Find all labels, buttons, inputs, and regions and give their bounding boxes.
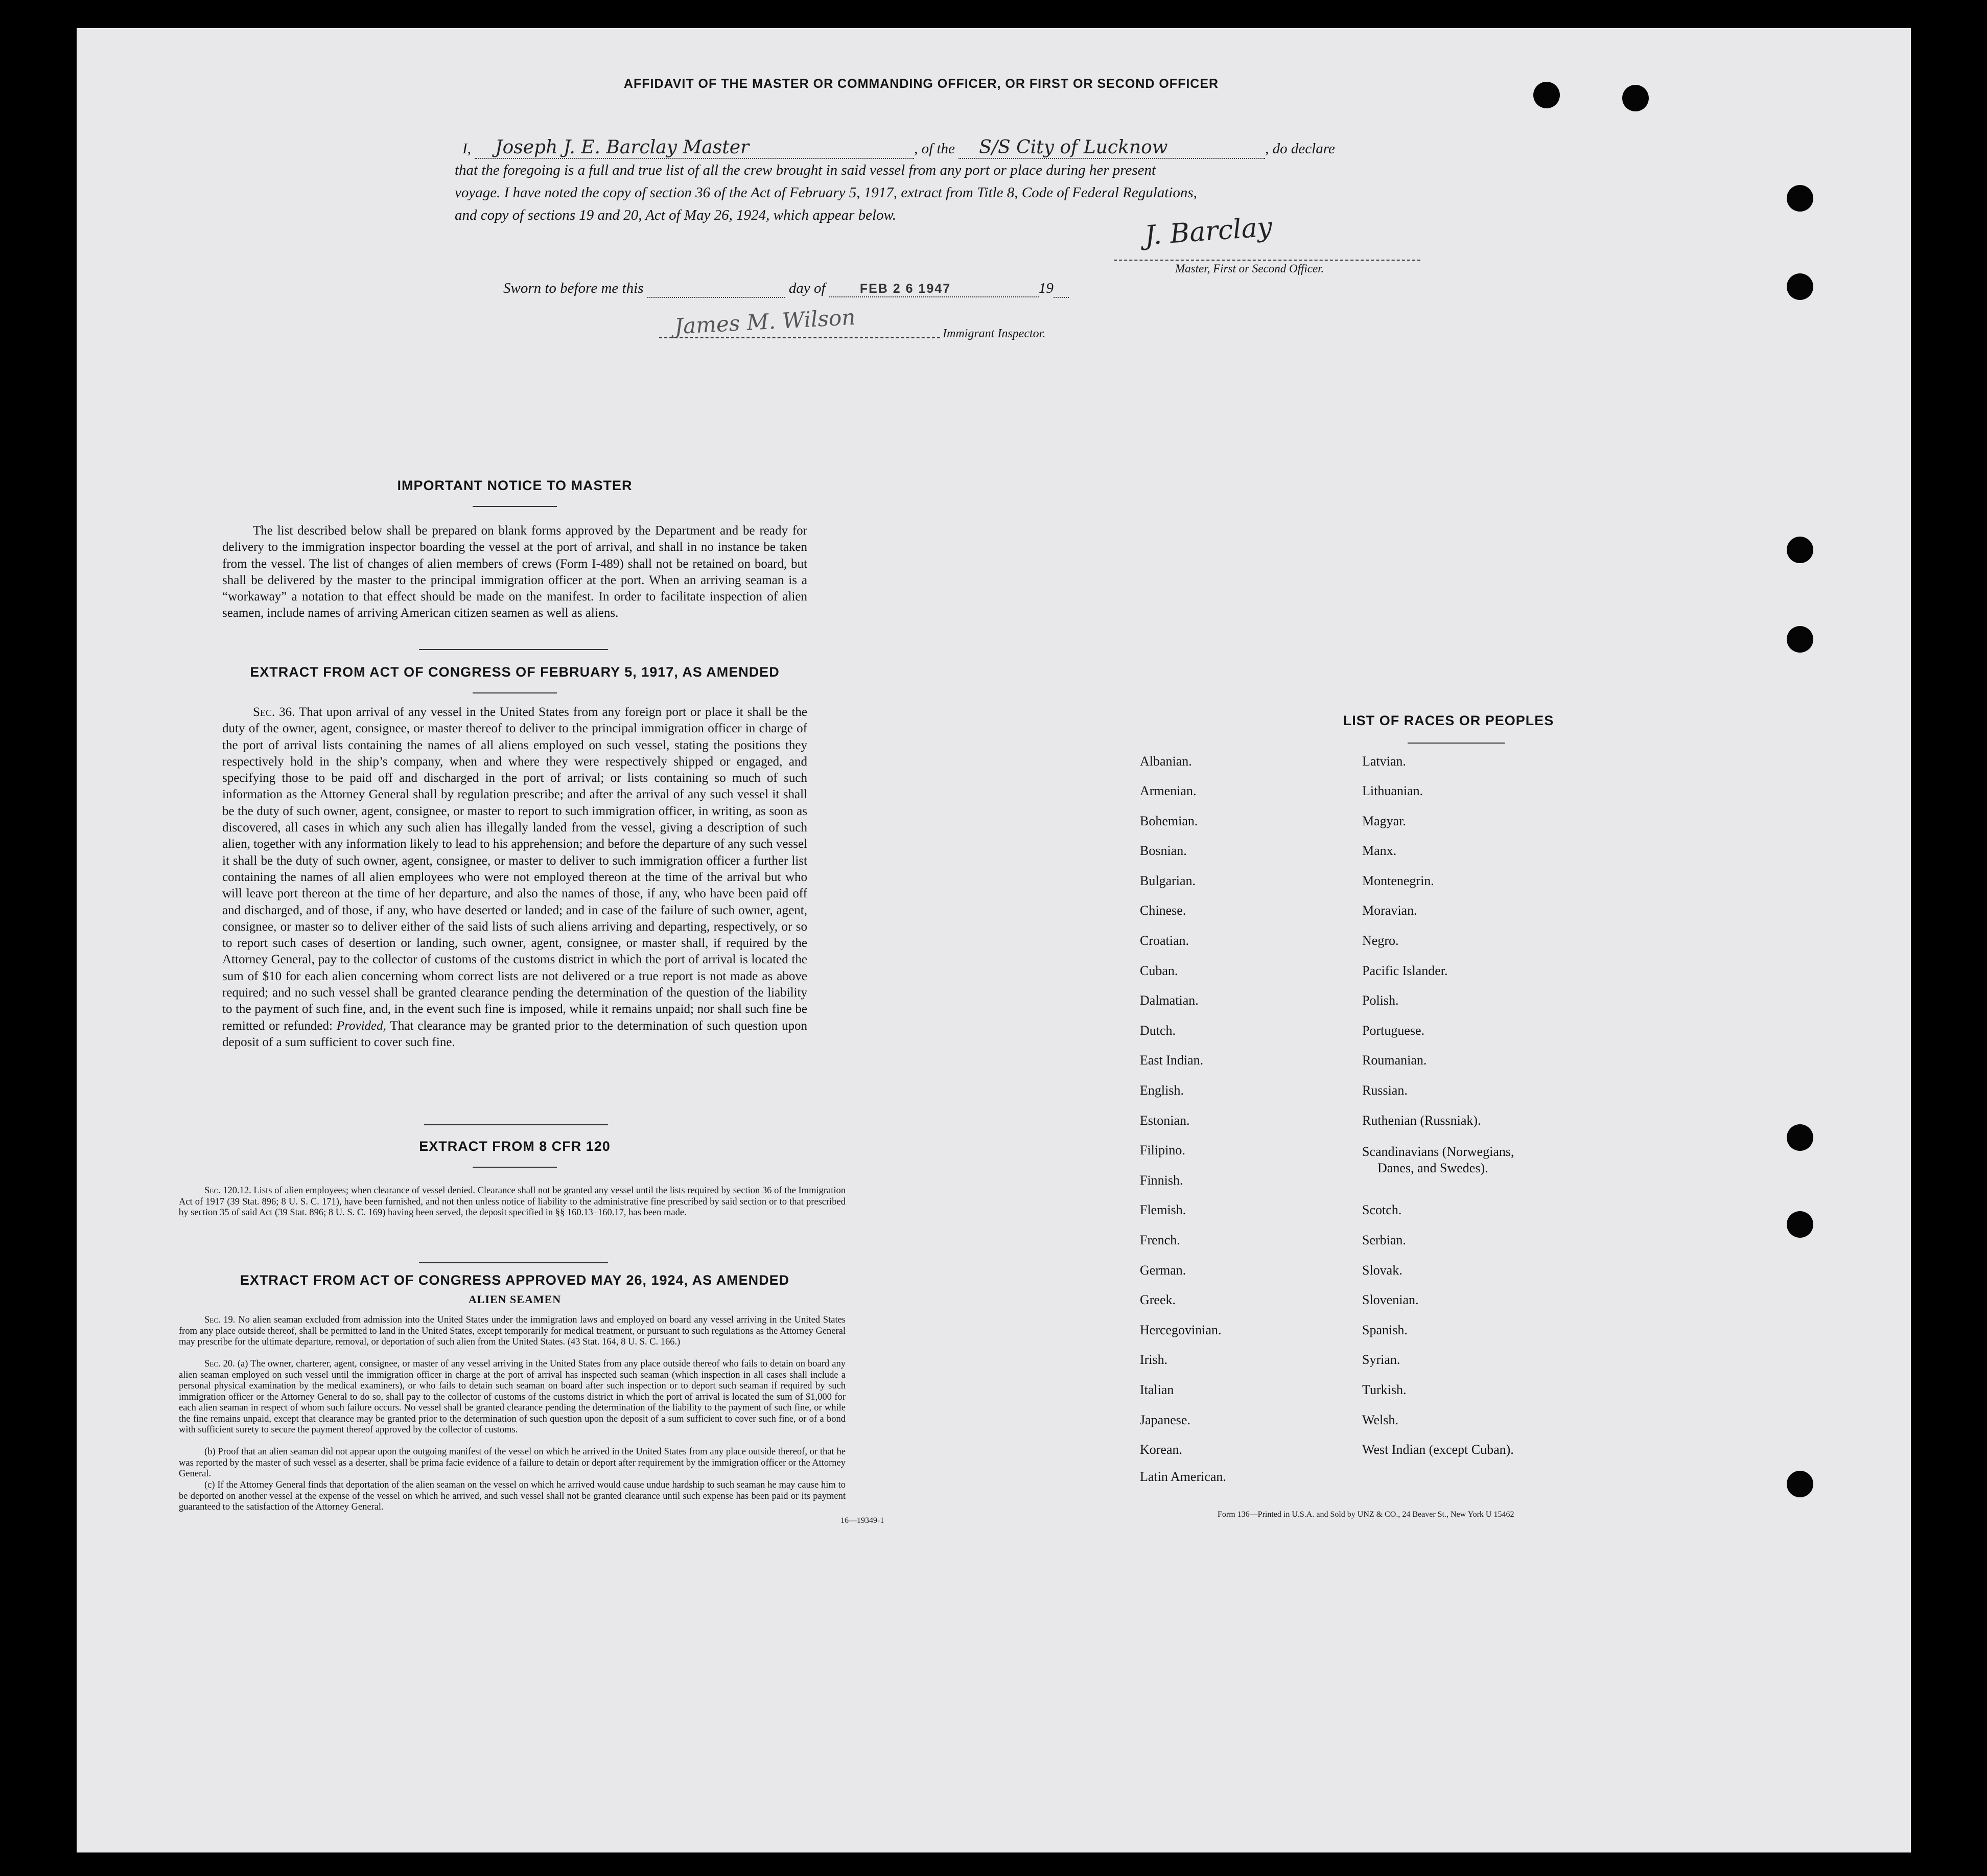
- race-item: Moravian.: [1362, 903, 1417, 918]
- extract-1917-heading: EXTRACT FROM ACT OF CONGRESS OF FEBRUARY 5, 1917, AS AMENDED: [250, 664, 780, 680]
- signature-line: [1114, 260, 1420, 261]
- race-item: Italian: [1140, 1382, 1174, 1397]
- race-item: Finnish.: [1140, 1173, 1183, 1188]
- race-item: Korean.: [1140, 1442, 1183, 1457]
- race-item: Dutch.: [1140, 1023, 1176, 1038]
- i-label: I,: [462, 141, 471, 157]
- divider-1: [419, 649, 608, 650]
- race-item: Slovenian.: [1362, 1292, 1419, 1307]
- race-item: Serbian.: [1362, 1233, 1406, 1247]
- sec-20-label: Sec. 20.: [204, 1359, 235, 1369]
- signature-caption: Master, First or Second Officer.: [1175, 262, 1324, 275]
- binder-hole: [1787, 626, 1813, 653]
- sworn-day-field: [647, 280, 785, 298]
- sec-20a-body: (a) The owner, charterer, agent, consignee, or master of any vessel arriving in the United States from any place outside thereof who fails to detain on board any alien seaman employed on such vessel until the immigration officer in charge at the port of arrival has inspected such seaman (which inspection in all cases shall include a personal physical examination by the medical examiners), or who fails to detain such seaman on board after such inspection or to deport such seaman if required by such immigration officer or the Attorney General to do so, shall pay to the collector of customs of the customs district in which the port of arrival is located the sum of $1,000 for each alien seaman in respect of whom such failure occurs. No vessel shall be granted clearance pending the determination of the liability to the payment of such fine, or while the fine remains unpaid, except that clearance may be granted prior to the determination of such question upon the deposit of a sum sufficient to cover such fine, or of a bond with sufficient surety to secure the payment thereof approved by the collector of customs.: [179, 1359, 846, 1435]
- race-item: Turkish.: [1362, 1382, 1407, 1397]
- cfr-underline: [473, 1167, 557, 1168]
- race-item: Lithuanian.: [1362, 783, 1423, 798]
- race-item: West Indian (except Cuban).: [1362, 1442, 1514, 1457]
- race-item: Russian.: [1362, 1083, 1408, 1098]
- race-item: Latin American.: [1140, 1469, 1226, 1484]
- inspector-caption: Immigrant Inspector.: [943, 327, 1046, 340]
- sworn-line: [503, 280, 1219, 298]
- race-item: Hercegovinian.: [1140, 1323, 1222, 1337]
- sec-20c-text: (c) If the Attorney General finds that deportation of the alien seaman on the vessel on which he arrived would cause undue hardship to such seaman he may cause him to be deported on another vessel at the expense of the vessel on which he arrived, and such vessel shall not be granted clearance until such expense has been paid or its payment guaranteed to the satisfaction of the Attorney General.: [179, 1480, 846, 1512]
- inspector-line: [659, 337, 940, 338]
- race-item: Latvian.: [1362, 754, 1406, 769]
- sec-36-label: Sec. 36.: [253, 705, 295, 719]
- race-item: Chinese.: [1140, 903, 1186, 918]
- binder-hole: [1787, 537, 1813, 563]
- day-of-label: day of: [788, 280, 826, 296]
- race-item: Scandinavians (Norwegians,: [1362, 1144, 1514, 1159]
- race-item: Dalmatian.: [1140, 993, 1199, 1008]
- race-item: Scotch.: [1362, 1202, 1402, 1217]
- of-the-label: , of the: [914, 141, 955, 157]
- do-declare-label: , do declare: [1265, 141, 1335, 157]
- race-item: Syrian.: [1362, 1352, 1400, 1367]
- sec-36-body-end: That clearance may be granted prior to the determination of such question upon deposit of a sum sufficient to cover such fine.: [222, 1018, 807, 1049]
- race-item: Spanish.: [1362, 1323, 1408, 1337]
- form-footer: Form 136—Printed in U.S.A. and Sold by UNZ & CO., 24 Beaver St., New York U 15462: [1218, 1510, 1514, 1519]
- race-item: Bulgarian.: [1140, 873, 1196, 888]
- notice-text: The list described below shall be prepared on blank forms approved by the Department and be ready for delivery to the immigration inspector boarding the vessel at the port of arrival, and shall in no instance be taken from the vessel. The list of changes of alien members of crews (Form I-489) shall not be retained on board, but shall be delivered by the master to the principal immigration officer at the port. When an arriving seaman is a “workaway” a notation to that effect should be made on the manifest. In order to facilitate inspection of alien seamen, include names of arriving American citizen seamen as well as aliens.: [222, 524, 807, 620]
- binder-hole: [1787, 1124, 1813, 1151]
- cfr-heading: EXTRACT FROM 8 CFR 120: [419, 1139, 611, 1154]
- race-item: Albanian.: [1140, 754, 1192, 769]
- alien-seamen-subheading: ALIEN SEAMEN: [468, 1293, 562, 1306]
- race-item: Greek.: [1140, 1292, 1176, 1307]
- race-item: Manx.: [1362, 843, 1397, 858]
- print-code: 16—19349-1: [840, 1516, 884, 1525]
- race-item: Bohemian.: [1140, 814, 1198, 828]
- master-name-field: Joseph J. E. Barclay Master: [475, 137, 914, 159]
- race-item: Japanese.: [1140, 1412, 1190, 1427]
- binder-hole: [1787, 1211, 1813, 1238]
- race-item: Flemish.: [1140, 1202, 1186, 1217]
- year-label: 19: [1038, 280, 1054, 296]
- provided-term: Provided,: [336, 1018, 386, 1033]
- divider-3: [419, 1262, 608, 1263]
- race-item: Irish.: [1140, 1352, 1168, 1367]
- race-item: German.: [1140, 1263, 1186, 1278]
- race-item: Ruthenian (Russniak).: [1362, 1113, 1481, 1128]
- race-item: East Indian.: [1140, 1053, 1204, 1068]
- sec-120-label: Sec. 120.12.: [204, 1186, 251, 1196]
- vessel-name-field: S/S City of Lucknow: [959, 137, 1265, 159]
- inspector-signature: James M. Wilson: [673, 304, 856, 339]
- sec-20b-text: (b) Proof that an alien seaman did not appear upon the outgoing manifest of the vessel on which he arrived in the United States from any place outside thereof, or that he was reported by the master of such vessel as a deserter, shall be prima facie evidence of a failure to detain or deport after requirement by the immigration officer or the Attorney General.: [179, 1447, 846, 1479]
- binder-hole: [1622, 85, 1649, 111]
- race-item: Portuguese.: [1362, 1023, 1425, 1038]
- sec-36-text: [222, 704, 807, 1051]
- sec-19-text: [179, 1315, 846, 1348]
- divider-2: [424, 1124, 608, 1125]
- notice-underline: [473, 506, 557, 507]
- affidavit-line-4: and copy of sections 19 and 20, Act of May 26, 1924, which appear below.: [455, 207, 896, 223]
- binder-hole: [1533, 82, 1560, 108]
- race-item: Cuban.: [1140, 963, 1178, 978]
- extract-1924-heading: EXTRACT FROM ACT OF CONGRESS APPROVED MAY 26, 1924, AS AMENDED: [240, 1272, 790, 1288]
- binder-hole: [1787, 273, 1813, 300]
- affidavit-line-1: [462, 137, 1510, 159]
- affidavit-heading: AFFIDAVIT OF THE MASTER OR COMMANDING OFFICER, OR FIRST OR SECOND OFFICER: [623, 77, 1219, 91]
- race-item: Roumanian.: [1362, 1053, 1427, 1068]
- race-item: Estonian.: [1140, 1113, 1190, 1128]
- race-item: Slovak.: [1362, 1263, 1402, 1278]
- race-item: Filipino.: [1140, 1143, 1185, 1157]
- affidavit-line-3: voyage. I have noted the copy of section 36 of the Act of February 5, 1917, extract from Title 8, Code of Federal Regulations,: [455, 184, 1197, 201]
- date-stamp: FEB 2 6 1947: [829, 282, 1039, 297]
- binder-hole: [1787, 1471, 1813, 1497]
- race-item: Polish.: [1362, 993, 1399, 1008]
- races-heading: LIST OF RACES OR PEOPLES: [1343, 713, 1554, 728]
- form-page: [77, 28, 1911, 1852]
- race-item: Magyar.: [1362, 814, 1406, 828]
- races-underline: [1408, 743, 1505, 744]
- race-item: English.: [1140, 1083, 1184, 1098]
- binder-hole: [1787, 185, 1813, 212]
- sec-36-body: That upon arrival of any vessel in the United States from any foreign port or place it shall be the duty of the owner, agent, consignee, or master thereof to deliver to the principal immigration officer in charge of the port of arrival lists containing the names of all aliens employed on such vessel, stating the positions they respectively hold in the ship’s company, when and where they were respectively shipped or engaged, and specifying those to be paid off and discharged in the port of arrival; or lists containing so much of such information as the Attorney General shall by regulation prescribe; and after the arrival of any such vessel it shall be the duty of such owner, agent, consignee, or master to report to such immigration officer, in writing, as soon as discovered, all cases in which any such alien has illegally landed from the vessel, giving a description of such alien, together with any information likely to lead to his apprehension; and before the departure of any such vessel it shall be the duty of such owner, agent, consignee, or master to deliver to such immigration officer a further list containing the names of all alien employees who were not employed thereon at the time of the arrival but who will leave port thereon at the time of her departure, and also the names of those, if any, who have been paid off and discharged, and of those, if any, who have deserted or landed; and in case of the failure of such owner, agent, consignee, or master so to deliver either of the said lists of such aliens arriving and departing, respectively, or so to report such cases of desertion or landing, such owner, agent, consignee, or master shall, if required by the Attorney General, pay to the collector of customs of the customs district in which the port of arrival is located the sum of $10 for each alien concerning whom correct lists are not delivered or a true report is not made as above required; and no such vessel shall be granted clearance pending the determination of the question of the liability to the payment of such fine, and, in the event such fine is imposed, while it remains unpaid; nor shall such fine be remitted or refunded:: [222, 705, 807, 1033]
- extract-1917-underline: [473, 692, 557, 693]
- sec-20a-text: [179, 1359, 846, 1436]
- race-item: Armenian.: [1140, 783, 1197, 798]
- race-item: Pacific Islander.: [1362, 963, 1448, 978]
- race-item: Negro.: [1362, 933, 1399, 948]
- year-field: [1054, 280, 1069, 298]
- race-item: Croatian.: [1140, 933, 1189, 948]
- race-item: French.: [1140, 1233, 1180, 1247]
- sec-19-body: No alien seaman excluded from admission into the United States under the immigration laws and employed on board any vessel arriving in the United States from any place outside thereof, shall be permitted to land in the United States, except temporarily for medical treatment, or pursuant to such regulations as the Attorney General may prescribe for the ultimate departure, removal, or deportation of such alien from the United States. (43 Stat. 164, 8 U. S. C. 166.): [179, 1315, 846, 1347]
- race-item: Danes, and Swedes).: [1377, 1161, 1488, 1175]
- race-item: Welsh.: [1362, 1412, 1398, 1427]
- race-item: Bosnian.: [1140, 843, 1187, 858]
- master-signature: J. Barclay: [1143, 212, 1273, 251]
- sec-120-body: Lists of alien employees; when clearance of vessel denied. Clearance shall not be granted any vessel until the lists required by section 36 of the Immigration Act of 1917 (39 Stat. 896; 8 U. S. C. 171), have been furnished, and not then unless notice of liability to the administrative fine prescribed by said section or to that prescribed by section 35 of said Act (39 Stat. 896; 8 U. S. C. 169) having been served, the deposit specified in §§ 160.13–160.17, has been made.: [179, 1186, 846, 1218]
- sec-19-label: Sec. 19.: [204, 1315, 236, 1325]
- race-item: Montenegrin.: [1362, 873, 1434, 888]
- affidavit-line-2: that the foregoing is a full and true list of all the crew brought in said vessel from any port or place during her present: [455, 162, 1156, 178]
- sworn-label: Sworn to before me this: [503, 280, 644, 296]
- notice-heading: IMPORTANT NOTICE TO MASTER: [397, 478, 633, 493]
- sec-120-text: [179, 1186, 846, 1219]
